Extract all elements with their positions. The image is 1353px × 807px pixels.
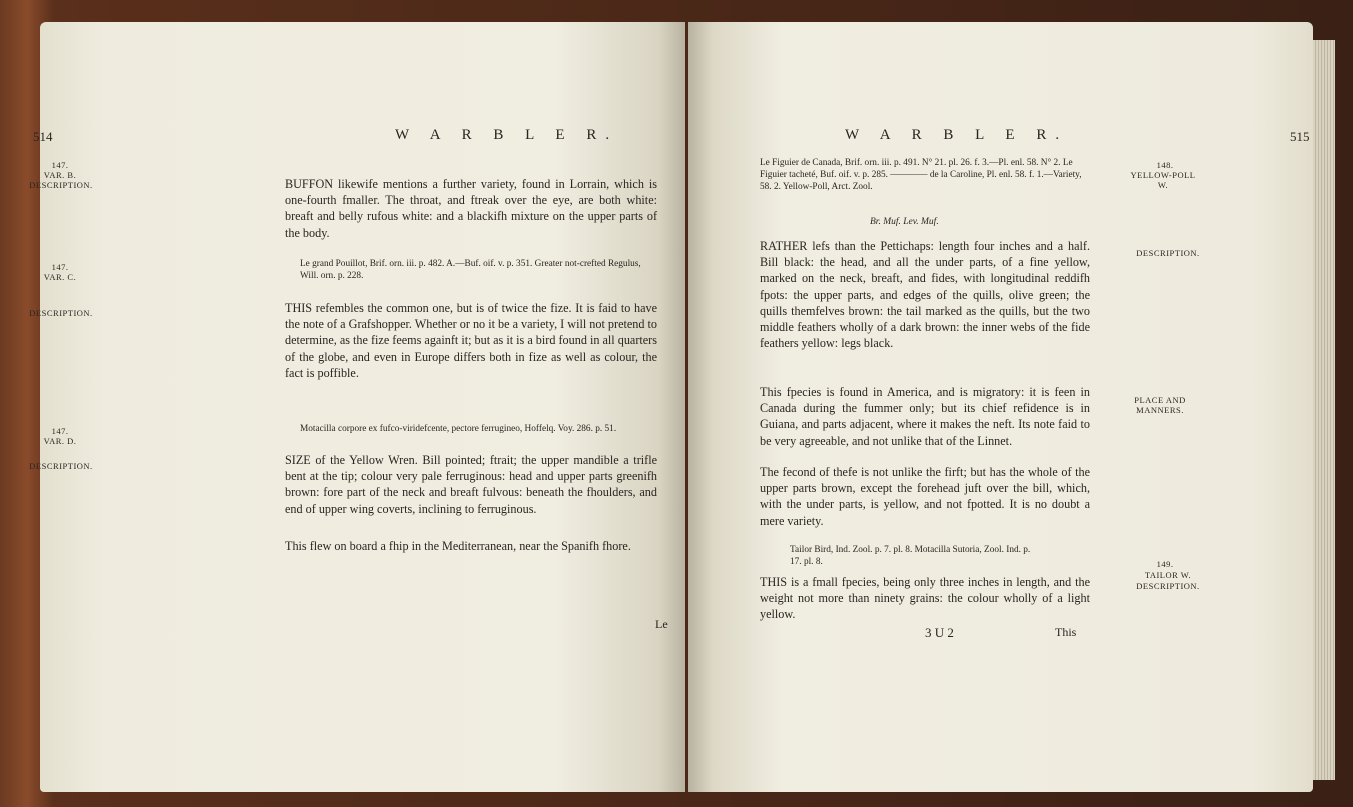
margin-note-num: 147. (51, 426, 69, 436)
margin-note-num: 148. (1156, 160, 1174, 170)
page-number-left: 514 (33, 129, 53, 144)
margin-note-description: DESCRIPTION. (29, 308, 93, 318)
page-edges (1313, 40, 1335, 780)
running-head-right: W A R B L E R. (845, 127, 1069, 143)
margin-note-description: DESCRIPTION. (1136, 248, 1200, 258)
citation: Motacilla corpore ex fufco-viridefcente, pectore ferrugineo, Hoffelq. Voy. 286. p. 51. (300, 424, 617, 434)
margin-note-description: DESCRIPTION. (29, 461, 93, 471)
citation: Le Figuier de Canada, Brif. orn. iii. p. 491. N° 21. pl. 26. f. 3.—Pl. enl. 58. N° 2. Le Figuier tacheté, Buf. oif. v. p. 285. ———— de la Caroline, Pl. enl. 58. f. 1.—Variety, 58. 2. Yellow-Poll, Arct. Zool. (760, 158, 1082, 192)
page-number-right: 515 (1290, 129, 1310, 144)
margin-note-num: 149. (1156, 559, 1174, 569)
catchword-left: Le (655, 617, 668, 631)
margin-note-var: VAR. C. (43, 272, 77, 282)
paragraph: SIZE of the Yellow Wren. Bill pointed; ftrait; the upper mandible a trifle bent at the tip; colour very pale ferruginous: head and upper parts greenifh brown: fore part of the neck and breaft fulvous: beneath the fhoulders, and end of upper wing coverts, inclining to ferruginous. (285, 453, 657, 516)
margin-note-var: VAR. D. (43, 436, 77, 446)
citation: Tailor Bird, Ind. Zool. p. 7. pl. 8. Motacilla Sutoria, Zool. Ind. p. 17. pl. 8. (790, 545, 1031, 567)
running-head-left: W A R B L E R. (395, 127, 619, 143)
margin-note-description: DESCRIPTION. (1136, 581, 1200, 591)
citation: Le grand Pouillot, Brif. orn. iii. p. 482. A.—Buf. oif. v. p. 351. Greater not-crefted Regulus, Will. orn. p. 228. (300, 259, 641, 281)
signature-mark: 3 U 2 (925, 625, 954, 640)
margin-note-description: DESCRIPTION. (29, 180, 93, 190)
paragraph: This flew on board a fhip in the Mediterranean, near the Spanifh fhore. (285, 539, 631, 553)
paragraph: THIS is a fmall fpecies, being only three inches in length, and the weight not more than ninety grains: the colour wholly of a light yellow. (760, 575, 1090, 622)
paragraph: The fecond of thefe is not unlike the firft; but has the whole of the upper parts brown, except the forehead juft over the bill, which, with the under parts, is yellow, and not fpotted. It is no doubt a mere variety. (760, 465, 1090, 528)
margin-note-num: 147. (51, 160, 69, 170)
margin-note-num: 147. (51, 262, 69, 272)
citation-museum: Br. Muf. Lev. Muf. (870, 217, 939, 227)
paragraph: RATHER lefs than the Pettichaps: length four inches and a half. Bill black: the head, and all the under parts, of a fine yellow, marked on the neck, breaft, and fides, with longitudinal reddifh fpots: the upper parts, and edges of the quills, olive green; the quills themfelves brown: the tail marked as the quills, but the two middle feathers wholly of a dark brown: the inner webs of the fide feathers yellow: legs black. (760, 239, 1090, 351)
margin-note-species: TAILOR W. (1144, 570, 1192, 580)
paragraph: This fpecies is found in America, and is migratory: it is feen in Canada during the fummer only; but its chief refidence is in Guiana, and parts adjacent, where it makes the neft. Its note faid to be very agreeable, and not unlike that of the Linnet. (760, 385, 1090, 448)
margin-note-var: VAR. B. (43, 170, 77, 180)
catchword-right: This (1055, 625, 1077, 639)
paragraph: BUFFON likewife mentions a further variety, found in Lorrain, which is one-fourth fmaller. The throat, and ftreak over the eye, are both white: breaft and belly rufous white: and a blackifh mixture on the upper parts of the body. (285, 177, 657, 240)
margin-note-place: PLACE AND MANNERS. (1134, 395, 1186, 415)
margin-note-species: YELLOW-POLL W. (1130, 170, 1196, 190)
paragraph: THIS refembles the common one, but is of twice the fize. It is faid to have the note of a Grafshopper. Whether or no it be a variety, I will not pretend to determine, as the fize feems againft it; but as it is a bird found in all quarters of the globe, and even in Europe differs both in fize as well as colour, the fact is poffible. (285, 301, 657, 380)
